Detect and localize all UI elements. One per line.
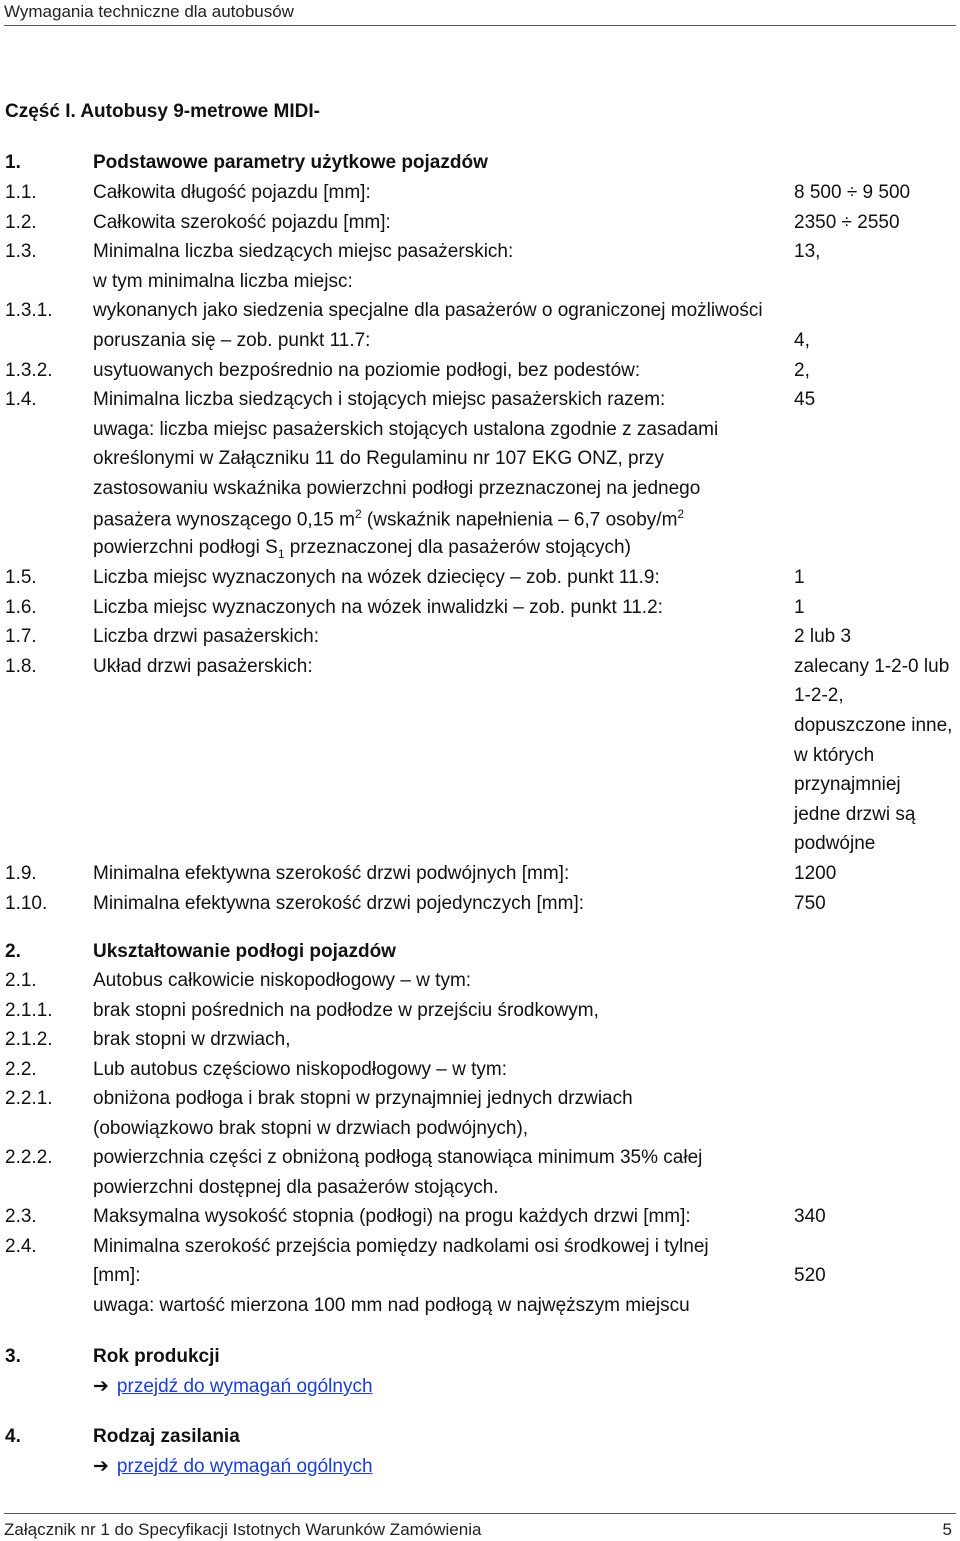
row-value: 1 [794,596,805,618]
spec-row [0,1206,960,1235]
row-number: 2.4. [5,1235,37,1257]
row-value: 8 500 ÷ 9 500 [794,182,911,203]
row-value: 1-2-2, [794,685,844,707]
section-4-heading [0,1426,960,1455]
row-text: Minimalna efektywna szerokość drzwi pojedynczych [mm]: [93,892,585,914]
row-value: jedne drzwi są [794,803,916,825]
section-title: Ukształtowanie podłogi pojazdów [93,941,396,962]
spec-row [0,330,960,359]
spec-row [0,271,960,300]
row-text: określonymi w Załączniku 11 do Regulaminu nr 107 EKG ONZ, przy [93,448,664,470]
row-value: 340 [794,1206,826,1227]
section-title: Rodzaj zasilania [93,1426,240,1447]
section-number: 4. [5,1426,21,1447]
spec-row [0,241,960,270]
row-text: Całkowita szerokość pojazdu [mm]: [93,211,391,233]
row-number: 1.3.2. [5,359,53,381]
row-number: 2.1.2. [5,1029,53,1050]
spec-row [0,360,960,389]
page-number: 5 [942,1520,952,1539]
row-text: Lub autobus częściowo niskopodłogowy – w tym: [93,1058,508,1080]
spec-row [0,685,960,714]
note-text: przeznaczonej dla pasażerów stojących) [284,537,631,558]
page-header [4,0,956,26]
spec-row [0,656,960,685]
row-text: obniżona podłoga i brak stopni w przynajmniej jednych drzwiach [93,1088,633,1109]
spec-row [0,448,960,477]
row-value: dopuszczone inne, [794,715,953,736]
row-text: Autobus całkowicie niskopodłogowy – w tym: [93,970,472,991]
row-number: 1.10. [5,892,48,914]
spec-row [0,626,960,655]
general-requirements-link[interactable]: przejdź do wymagań ogólnych [116,1376,373,1397]
row-number: 1.6. [5,596,37,618]
note-text: (wskaźnik napełnienia – 6,7 osoby/m [361,509,678,531]
spec-row [0,893,960,922]
spec-row [0,970,960,999]
row-value: 4, [794,330,810,351]
spec-row [0,1265,960,1294]
row-text: wykonanych jako siedzenia specjalne dla pasażerów o ograniczonej możliwości [93,300,763,322]
row-number: 1.1. [5,182,37,203]
row-text: Minimalna szerokość przejścia pomiędzy nadkolami osi środkowej i tylnej [93,1235,709,1257]
row-text: (obowiązkowo brak stopni w drzwiach podwójnych), [93,1117,529,1139]
spec-row [0,1236,960,1265]
row-text: Minimalna liczba siedzących i stojących miejsc pasażerskich razem: [93,389,666,411]
spec-row [0,863,960,892]
spec-row [0,182,960,211]
row-text: poruszania się – zob. punkt 11.7: [93,330,371,351]
row-text: Minimalna liczba siedzących miejsc pasażerskich: [93,241,514,263]
row-number: 1.2. [5,211,37,233]
row-text: powierzchni dostępnej dla pasażerów stojących. [93,1176,499,1198]
row-value: w których [794,744,875,766]
part-title: Część I. Autobusy 9-metrowe MIDI- [5,101,320,122]
note-line [0,507,960,536]
section-number: 2. [5,941,21,962]
superscript: 2 [354,507,362,521]
spec-row [0,212,960,241]
arrow-right-icon: ➔ [93,1376,109,1397]
row-value: 2 lub 3 [794,626,852,648]
row-text: uwaga: wartość mierzona 100 mm nad podłogą w najwęższym miejscu [93,1294,690,1316]
row-value: 2, [794,359,810,381]
row-text: Całkowita długość pojazdu [mm]: [93,182,371,203]
section-4-link-line [0,1455,960,1484]
row-value: 750 [794,892,826,914]
spec-row [0,1029,960,1058]
row-value: 45 [794,389,816,411]
row-number: 2.2.2. [5,1147,53,1168]
row-text: zastosowaniu wskaźnika powierzchni podłogi przeznaczonej na jednego [93,478,701,499]
superscript: 2 [677,507,685,521]
row-text: Minimalna efektywna szerokość drzwi podwójnych [mm]: [93,863,570,884]
note-text: powierzchni podłogi S [93,537,278,558]
spec-row [0,1147,960,1176]
general-requirements-link[interactable]: przejdź do wymagań ogólnych [116,1456,373,1477]
section-2-heading [0,941,960,970]
subscript: 1 [277,546,285,561]
row-number: 1.4. [5,389,37,411]
spec-row [0,804,960,833]
row-number: 2.3. [5,1206,37,1227]
row-number: 1.5. [5,567,37,588]
row-number: 2.2. [5,1058,37,1080]
row-text: [mm]: [93,1265,141,1286]
row-number: 2.2.1. [5,1088,53,1109]
row-text: Liczba miejsc wyznaczonych na wózek dziecięcy – zob. punkt 11.9: [93,567,660,588]
row-number: 1.9. [5,863,37,884]
footer-text: Załącznik nr 1 do Specyfikacji Istotnych Warunków Zamówienia [4,1520,482,1539]
spec-row [0,1059,960,1088]
spec-row [0,567,960,596]
row-text: Liczba drzwi pasażerskich: [93,626,319,648]
section-3-link-line [0,1375,960,1404]
section-number: 3. [5,1346,21,1367]
row-number: 2.1. [5,970,37,991]
row-number: 2.1.1. [5,999,53,1021]
spec-row [0,1000,960,1029]
spec-row [0,419,960,448]
row-number: 1.3. [5,241,37,263]
spec-row [0,389,960,418]
row-text: brak stopni pośrednich na podłodze w przejściu środkowym, [93,999,599,1021]
section-title: Rok produkcji [93,1346,220,1367]
row-value: 1 [794,567,805,588]
row-value: 1200 [794,863,837,884]
row-value: 13, [794,241,821,263]
spec-row [0,774,960,803]
row-text: Układ drzwi pasażerskich: [93,655,313,677]
spec-row [0,1295,960,1324]
spec-row [0,300,960,329]
row-value: zalecany 1-2-0 lub [794,655,950,677]
note-line [0,537,960,566]
part-title-line [0,101,960,130]
row-number: 1.7. [5,626,37,648]
section-number: 1. [5,152,21,173]
section-1-heading [0,152,960,181]
spec-row [0,1118,960,1147]
spec-row [0,1088,960,1117]
row-number: 1.3.1. [5,300,53,322]
spec-row [0,745,960,774]
spec-row [0,1177,960,1206]
row-value: przynajmniej [794,774,901,796]
spec-row [0,715,960,744]
row-value: podwójne [794,833,876,855]
spec-row [0,597,960,626]
row-value: 2350 ÷ 2550 [794,211,900,233]
row-value: 520 [794,1265,826,1286]
arrow-right-icon: ➔ [93,1456,109,1477]
header-title: Wymagania techniczne dla autobusów [4,2,294,21]
section-3-heading [0,1346,960,1375]
spec-row [0,478,960,507]
row-text: usytuowanych bezpośrednio na poziomie podłogi, bez podestów: [93,359,641,381]
section-title: Podstawowe parametry użytkowe pojazdów [93,152,488,173]
row-text: w tym minimalna liczba miejsc: [93,270,353,292]
row-number: 1.8. [5,655,37,677]
spec-row [0,833,960,862]
page-footer [4,1513,956,1541]
row-text: uwaga: liczba miejsc pasażerskich stojących ustalona zgodnie z zasadami [93,418,719,440]
row-text: Liczba miejsc wyznaczonych na wózek inwalidzki – zob. punkt 11.2: [93,596,663,618]
row-text: Maksymalna wysokość stopnia (podłogi) na progu każdych drzwi [mm]: [93,1206,691,1227]
row-text: powierzchnia części z obniżoną podłogą stanowiąca minimum 35% całej [93,1147,703,1168]
note-text: pasażera wynoszącego 0,15 m [93,509,355,531]
row-text: brak stopni w drzwiach, [93,1029,291,1050]
